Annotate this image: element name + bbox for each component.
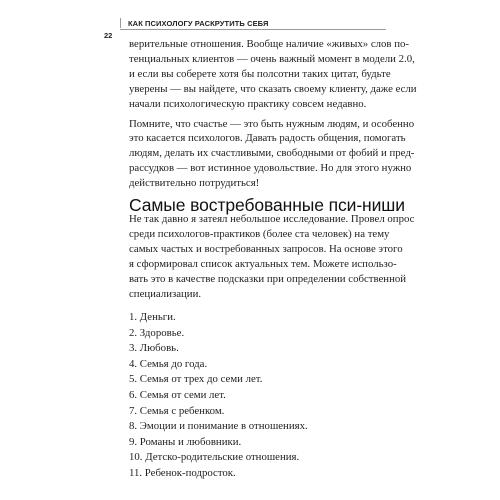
list-item: 9. Романы и любовники.	[129, 435, 242, 448]
list-item: 10. Детско-родительские отношения.	[129, 451, 300, 464]
text-line: людям, делать их счастливыми, свободными от фобий и пред-	[129, 147, 415, 160]
text-line: среди психологов-практиков (более ста человек) на тему	[129, 227, 390, 240]
list-item: 7. Семья с ребенком.	[129, 404, 225, 417]
text-line: и если вы соберете хотя бы полсотни таких цитат, будьте	[129, 67, 391, 80]
list-item: 2. Здоровье.	[129, 326, 185, 339]
text-line: самых частых и востребованных запросов. На основе этого	[129, 242, 403, 255]
list-item: 3. Любовь.	[129, 342, 179, 355]
section-paragraph	[129, 212, 415, 301]
list-item: 6. Семья от семи лет.	[129, 388, 226, 401]
list-item: 5. Семья от трех до семи лет.	[129, 373, 263, 386]
list-item: 8. Эмоции и понимание в отношениях.	[129, 420, 308, 433]
header-vertical-rule	[120, 18, 121, 28]
niche-list	[129, 310, 385, 482]
running-header-title: КАК ПСИХОЛОГУ РАСКРУТИТЬ СЕБЯ	[128, 19, 269, 28]
second-paragraph	[129, 117, 415, 192]
list-item: 4. Семья до года.	[129, 357, 208, 370]
header-horizontal-rule	[120, 29, 386, 30]
list-item: 1. Деньги.	[129, 311, 176, 323]
text-line: специализации.	[129, 287, 202, 300]
text-line: Помните, что счастье — это быть нужным людям, и особенно	[129, 117, 415, 130]
text-line: я сформировал список актуальных тем. Можете использо-	[129, 257, 397, 270]
section-heading: Самые востребованные пси-ниши	[129, 194, 405, 215]
text-line: рассудков — вот истинное удовольствие. Но для этого нужно	[129, 162, 412, 175]
list-item: 11. Ребенок-подросток.	[129, 466, 236, 479]
text-line: действительно потрудиться!	[129, 177, 260, 190]
text-line: это касается психологов. Давать радость общения, помогать	[129, 132, 406, 145]
text-line: вать это в качестве подсказки при определении собственной	[129, 272, 407, 285]
text-line: верительные отношения. Вообще наличие «живых» слов по-	[129, 38, 409, 50]
text-line: тенциальных клиентов — очень важный момент в модели 2.0,	[129, 52, 415, 65]
body-text	[129, 37, 417, 191]
text-line: уверены — вы найдете, что сказать своему клиенту, даже если	[129, 82, 417, 95]
intro-paragraph	[129, 37, 417, 112]
text-line: Не так давно я затеял небольшое исследование. Провел опрос	[129, 213, 415, 225]
page-number: 22	[104, 31, 113, 40]
text-line: начали психологическую практику совсем недавно.	[129, 97, 367, 110]
